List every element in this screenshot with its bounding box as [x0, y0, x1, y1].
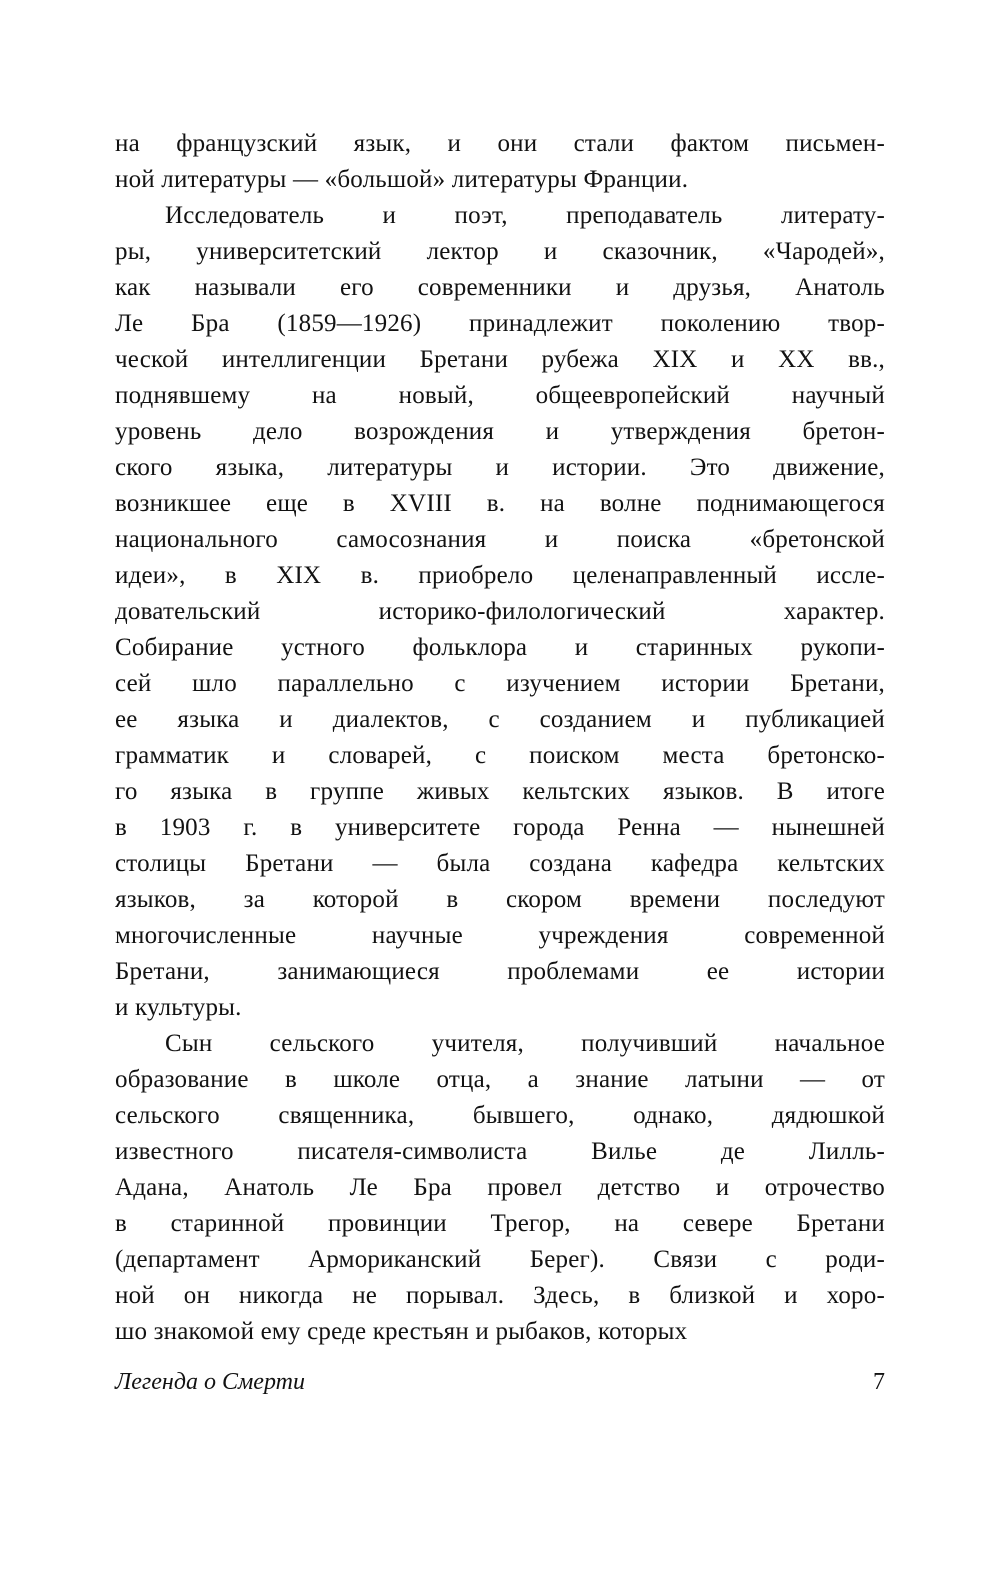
text-line: шо знакомой ему среде крестьян и рыбаков, которых — [115, 1318, 688, 1345]
text-line: Собирание устного фольклора и старинных рукопи- — [115, 634, 885, 661]
text-line: Сын сельского учителя, получивший начальное — [165, 1030, 885, 1057]
text-line: в старинной провинции Трегор, на севере Бретани — [115, 1210, 885, 1237]
text-line: ной литературы — «большой» литературы Франции. — [115, 166, 689, 193]
text-line: как называли его современники и друзья, Анатоль — [115, 274, 885, 301]
text-line: возникшее еще в XVIII в. на волне поднимающегося — [115, 490, 885, 517]
footer-book-title: Легенда о Смерти — [115, 1369, 305, 1395]
paragraph — [115, 1026, 885, 1350]
paragraph — [115, 198, 885, 1026]
text-line: национального самосознания и поиска «бретонской — [115, 526, 885, 553]
text-line: (департамент Армориканский Берег). Связи с роди- — [115, 1246, 885, 1273]
text-line: Адана, Анатоль Ле Бра провел детство и отрочество — [115, 1174, 885, 1201]
text-line: ческой интеллигенции Бретани рубежа XIX и XX вв., — [115, 346, 885, 373]
text-line: на французский язык, и они стали фактом письмен- — [115, 130, 885, 157]
text-line: многочисленные научные учреждения современной — [115, 922, 885, 949]
text-line: сей шло параллельно с изучением истории Бретани, — [115, 670, 885, 697]
text-line: в 1903 г. в университете города Ренна — нынешней — [115, 814, 885, 841]
text-line: столицы Бретани — была создана кафедра кельтских — [115, 850, 885, 877]
page-footer — [115, 1366, 885, 1398]
text-line: и культуры. — [115, 994, 242, 1021]
text-line: ее языка и диалектов, с созданием и публикацией — [115, 706, 885, 733]
text-line: образование в школе отца, а знание латыни — от — [115, 1066, 885, 1093]
text-line: Ле Бра (1859—1926) принадлежит поколению твор- — [115, 310, 885, 337]
page-text — [115, 126, 885, 1350]
text-line: сельского священника, бывшего, однако, дядюшкой — [115, 1102, 885, 1129]
text-line: довательский историко-филологический характер. — [115, 598, 885, 625]
text-line: Бретани, занимающиеся проблемами ее истории — [115, 958, 885, 985]
text-line: ры, университетский лектор и сказочник, «Чародей», — [115, 238, 885, 265]
text-line: ского языка, литературы и истории. Это движение, — [115, 454, 885, 481]
paragraph — [115, 126, 885, 198]
page-number: 7 — [873, 1369, 885, 1395]
text-line: го языка в группе живых кельтских языков. В итоге — [115, 778, 885, 805]
text-line: уровень дело возрождения и утверждения бретон- — [115, 418, 885, 445]
text-line: идеи», в XIX в. приобрело целенаправленный иссле- — [115, 562, 885, 589]
text-line: ной он никогда не порывал. Здесь, в близкой и хоро- — [115, 1282, 885, 1309]
text-line: языков, за которой в скором времени последуют — [115, 886, 885, 913]
text-line: поднявшему на новый, общеевропейский научный — [115, 382, 885, 409]
text-line: известного писателя-символиста Вилье де Лилль- — [115, 1138, 885, 1165]
text-line: Исследователь и поэт, преподаватель литерату- — [165, 202, 885, 229]
text-line: грамматик и словарей, с поиском места бретонско- — [115, 742, 885, 769]
